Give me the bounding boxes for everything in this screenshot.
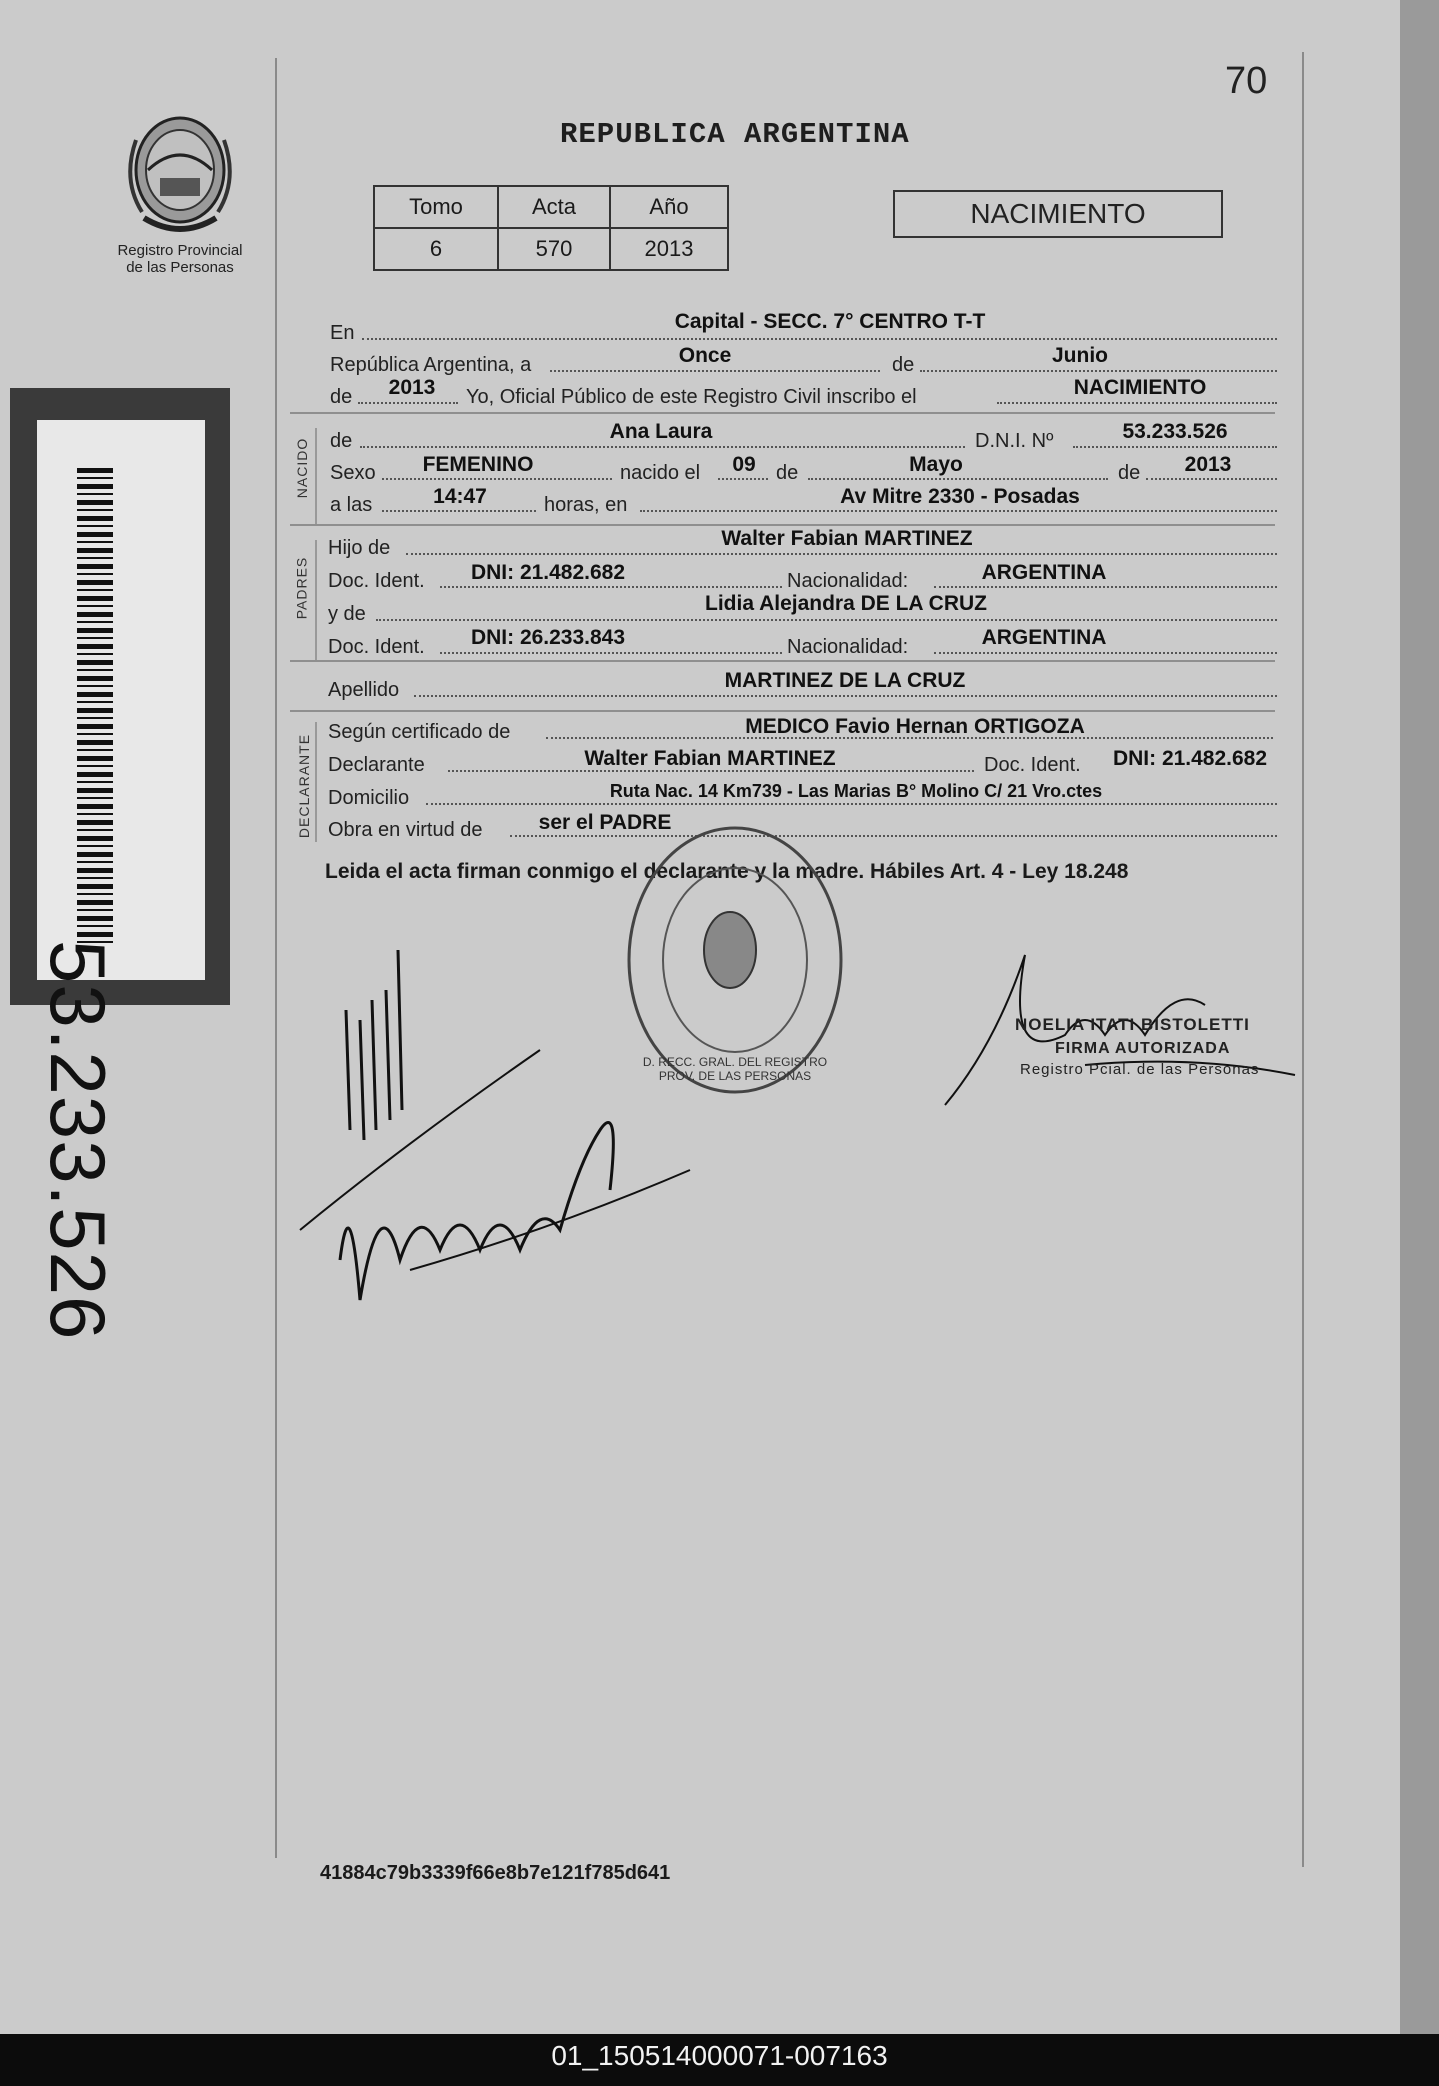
value-acta: 570 (498, 228, 610, 270)
value-nombre: Ana Laura (609, 420, 713, 443)
dots-madre (376, 617, 1277, 621)
label-doc-ident-padre: Doc. Ident. (328, 570, 425, 592)
label-y-de: y de (328, 603, 366, 625)
value-padre-doc: DNI: 21.482.682 (470, 561, 626, 584)
value-domicilio: Ruta Nac. 14 Km739 - Las Marias B° Molino C/ 21 Vro.ctes (609, 781, 1103, 801)
document-title: REPUBLICA ARGENTINA (560, 118, 910, 151)
value-dia: Once (678, 344, 732, 367)
dots-mes (920, 368, 1277, 372)
barcode-bars (77, 468, 113, 948)
label-nacionalidad-madre: Nacionalidad: (787, 636, 909, 658)
page-edge (1400, 0, 1439, 2034)
seal-caption (96, 242, 264, 276)
label-nacido: NACIDO (294, 437, 311, 499)
official-office: Registro Pcial. de las Personas (1020, 1061, 1260, 1078)
value-anio: 2013 (388, 376, 436, 399)
page-number: 70 (1225, 60, 1268, 102)
value-anio: 2013 (610, 228, 728, 270)
official-signature (935, 945, 1305, 1125)
closing-note: Leida el acta firman conmigo el declarante y la madre. Hábiles Art. 4 - Ley 18.248 (325, 860, 1129, 883)
label-apellido: Apellido (328, 679, 400, 701)
value-madre-nac: ARGENTINA (981, 626, 1107, 649)
barcode-number: 53.233.526 (34, 940, 122, 1341)
label-horas-en: horas, en (544, 494, 628, 516)
label-nacionalidad-padre: Nacionalidad: (787, 570, 909, 592)
label-republica: República Argentina, a (330, 354, 532, 376)
value-en: Capital - SECC. 7° CENTRO T-T (674, 310, 986, 333)
label-hijo-de: Hijo de (328, 537, 391, 559)
dots-madre-nac (934, 650, 1277, 654)
value-obra: ser el PADRE (538, 811, 672, 834)
label-a-las: a las (330, 494, 373, 516)
label-sexo: Sexo (330, 462, 376, 484)
nacido-bracket (315, 428, 317, 524)
value-certificado: MEDICO Favio Hernan ORTIGOZA (745, 715, 1085, 738)
value-dni: 53.233.526 (1122, 420, 1228, 443)
barcode-panel (34, 420, 205, 1341)
stamp-ring-text: D. RECC. GRAL. DEL REGISTRO PROV. DE LAS PERSONAS (642, 1055, 828, 1083)
divider-padres (290, 524, 1275, 526)
value-sexo: FEMENINO (422, 453, 534, 476)
value-hora: 14:47 (433, 485, 487, 508)
seal-caption-line1: Registro Provincial (117, 242, 243, 259)
header-anio: Año (610, 186, 728, 228)
label-en: En (330, 322, 355, 344)
dots-madre-doc (440, 650, 782, 654)
label-dni: D.N.I. Nº (975, 430, 1054, 452)
label-domicilio: Domicilio (328, 787, 410, 809)
official-name: NOELIA ITATI BISTOLETTI (1015, 1015, 1250, 1034)
value-madre: Lidia Alejandra DE LA CRUZ (705, 592, 987, 615)
barcode-label (10, 388, 230, 1341)
value-madre-doc: DNI: 26.233.843 (470, 626, 626, 649)
header-acta: Acta (498, 186, 610, 228)
label-de4: de (1118, 462, 1141, 484)
seal-caption-line2: de las Personas (126, 259, 234, 276)
value-mes: Junio (1052, 344, 1108, 367)
divider-nacido (290, 412, 1275, 414)
label-padres: PADRES (293, 556, 310, 620)
dots-padre (406, 551, 1277, 555)
value-nac-anio: 2013 (1184, 453, 1232, 476)
footer-id: 01_150514000071-007163 (551, 2040, 888, 2071)
value-padre: Walter Fabian MARTINEZ (721, 527, 973, 550)
divider-declarante (290, 710, 1275, 712)
register-table (373, 185, 729, 271)
act-type-box: NACIMIENTO (893, 190, 1223, 238)
label-inscribo: Yo, Oficial Público de este Registro Civil inscribo el (466, 386, 917, 408)
label-decl-doc: Doc. Ident. (984, 754, 1081, 776)
value-nac-dia: 09 (732, 453, 756, 476)
value-tomo: 6 (374, 228, 498, 270)
divider-apellido (290, 660, 1275, 662)
declarant-signatures (290, 930, 710, 1380)
label-de-nombre: de (330, 430, 353, 452)
value-declarante: Walter Fabian MARTINEZ (584, 747, 836, 770)
left-margin-line (275, 58, 277, 1858)
label-obra: Obra en virtud de (328, 819, 483, 841)
dots-apellido (414, 693, 1277, 697)
value-decl-doc: DNI: 21.482.682 (1112, 747, 1268, 770)
dots-dia (550, 368, 880, 372)
label-de2: de (330, 386, 353, 408)
dots-anio (358, 400, 458, 404)
label-certificado: Según certificado de (328, 721, 511, 743)
value-lugar: Av Mitre 2330 - Posadas (840, 485, 1080, 508)
label-doc-ident-madre: Doc. Ident. (328, 636, 425, 658)
value-inscribo: NACIMIENTO (1073, 376, 1207, 399)
label-nacido-el: nacido el (620, 462, 701, 484)
dots-dni (1073, 444, 1277, 448)
value-padre-nac: ARGENTINA (981, 561, 1107, 584)
value-apellido: MARTINEZ DE LA CRUZ (724, 669, 966, 692)
padres-bracket (315, 540, 317, 660)
label-declarante: DECLARANTE (296, 733, 313, 839)
dots-en (362, 336, 1277, 340)
document-hash: 41884c79b3339f66e8b7e121f785d641 (320, 1862, 671, 1884)
official-role: FIRMA AUTORIZADA (1055, 1040, 1231, 1057)
label-de3: de (776, 462, 799, 484)
declarante-bracket (315, 722, 317, 842)
label-declarante: Declarante (328, 754, 425, 776)
value-nac-mes: Mayo (909, 453, 963, 476)
dots-nombre (360, 444, 965, 448)
dots-inscribo (997, 400, 1277, 404)
header-tomo: Tomo (374, 186, 498, 228)
label-de1: de (892, 354, 915, 376)
